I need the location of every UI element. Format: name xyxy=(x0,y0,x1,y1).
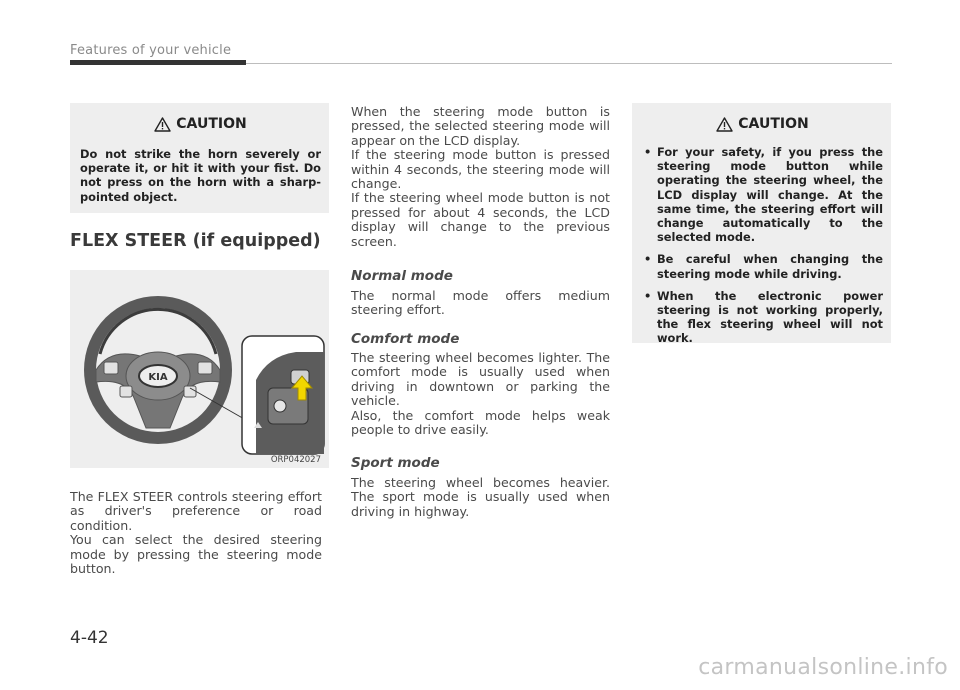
header-rule xyxy=(246,63,892,64)
page-number: 4-42 xyxy=(70,628,109,648)
warning-triangle-icon xyxy=(154,117,171,132)
steering-wheel-figure xyxy=(70,270,329,468)
paragraph: When the steering mode button is pressed, the selected steering mode will appear on the LCD display. xyxy=(351,104,610,148)
caution-heading-right xyxy=(642,113,883,135)
figure-code: ORP042027 xyxy=(270,455,321,465)
paragraph: The normal mode offers medium steering effort. xyxy=(351,288,610,318)
caution-label: CAUTION xyxy=(176,116,247,132)
paragraph: If the steering mode button is pressed within 4 seconds, the steering mode will change. xyxy=(351,147,610,192)
list-item xyxy=(642,145,883,244)
caution-box-left xyxy=(70,103,329,213)
header-bar xyxy=(70,60,246,65)
caution-list xyxy=(642,145,883,346)
list-item-text: For your safety, if you press the steering mode button while operating the steering wheel, the LCD display will change. At the same time, the steering effort will change automatically to the selected mode. xyxy=(657,145,883,245)
list-item-text: When the electronic power steering is not working properly, the flex steering wheel will not work. xyxy=(657,288,883,346)
paragraph: The FLEX STEER controls steering effort as driver's preference or road condition. xyxy=(70,489,322,533)
list-item xyxy=(642,289,883,346)
middle-intro-text xyxy=(351,105,610,249)
paragraph: The steering wheel becomes heavier. The sport mode is usually used when driving in highway. xyxy=(351,475,610,519)
caution-label: CAUTION xyxy=(738,116,809,132)
bullet: • xyxy=(644,252,652,267)
running-header: Features of your vehicle xyxy=(70,43,232,58)
bullet: • xyxy=(644,145,652,159)
caution-box-right xyxy=(632,103,891,346)
left-column-text xyxy=(70,490,322,576)
caution-heading-left xyxy=(80,113,321,135)
watermark: carmanualsonline.info xyxy=(698,655,948,680)
list-item xyxy=(642,252,883,280)
caution-text-left: Do not strike the horn severely or operate it, or hit it with your fist. Do not press on the horn with a sharp-pointed object. xyxy=(80,147,321,204)
section-title: FLEX STEER (if equipped) xyxy=(70,231,321,251)
comfort-mode-text xyxy=(351,351,610,437)
sport-mode-text xyxy=(351,476,610,519)
paragraph: If the steering wheel mode button is not pressed for about 4 seconds, the LCD display will change to the previous screen. xyxy=(351,190,610,249)
normal-mode-text xyxy=(351,289,610,318)
steering-wheel-illustration xyxy=(70,270,329,468)
sport-mode-heading: Sport mode xyxy=(351,455,440,471)
normal-mode-heading: Normal mode xyxy=(351,268,453,284)
comfort-mode-heading: Comfort mode xyxy=(351,331,460,347)
paragraph: You can select the desired steering mode by pressing the steering mode button. xyxy=(70,532,322,577)
kia-logo: KIA xyxy=(148,372,168,383)
bullet: • xyxy=(644,288,652,303)
list-item-text: Be careful when changing the steering mode while driving. xyxy=(657,252,883,281)
warning-triangle-icon xyxy=(716,117,733,132)
paragraph: The steering wheel becomes lighter. The comfort mode is usually used when driving in downtown or parking the vehicle. xyxy=(351,350,610,409)
paragraph: Also, the comfort mode helps weak people to drive easily. xyxy=(351,407,610,438)
